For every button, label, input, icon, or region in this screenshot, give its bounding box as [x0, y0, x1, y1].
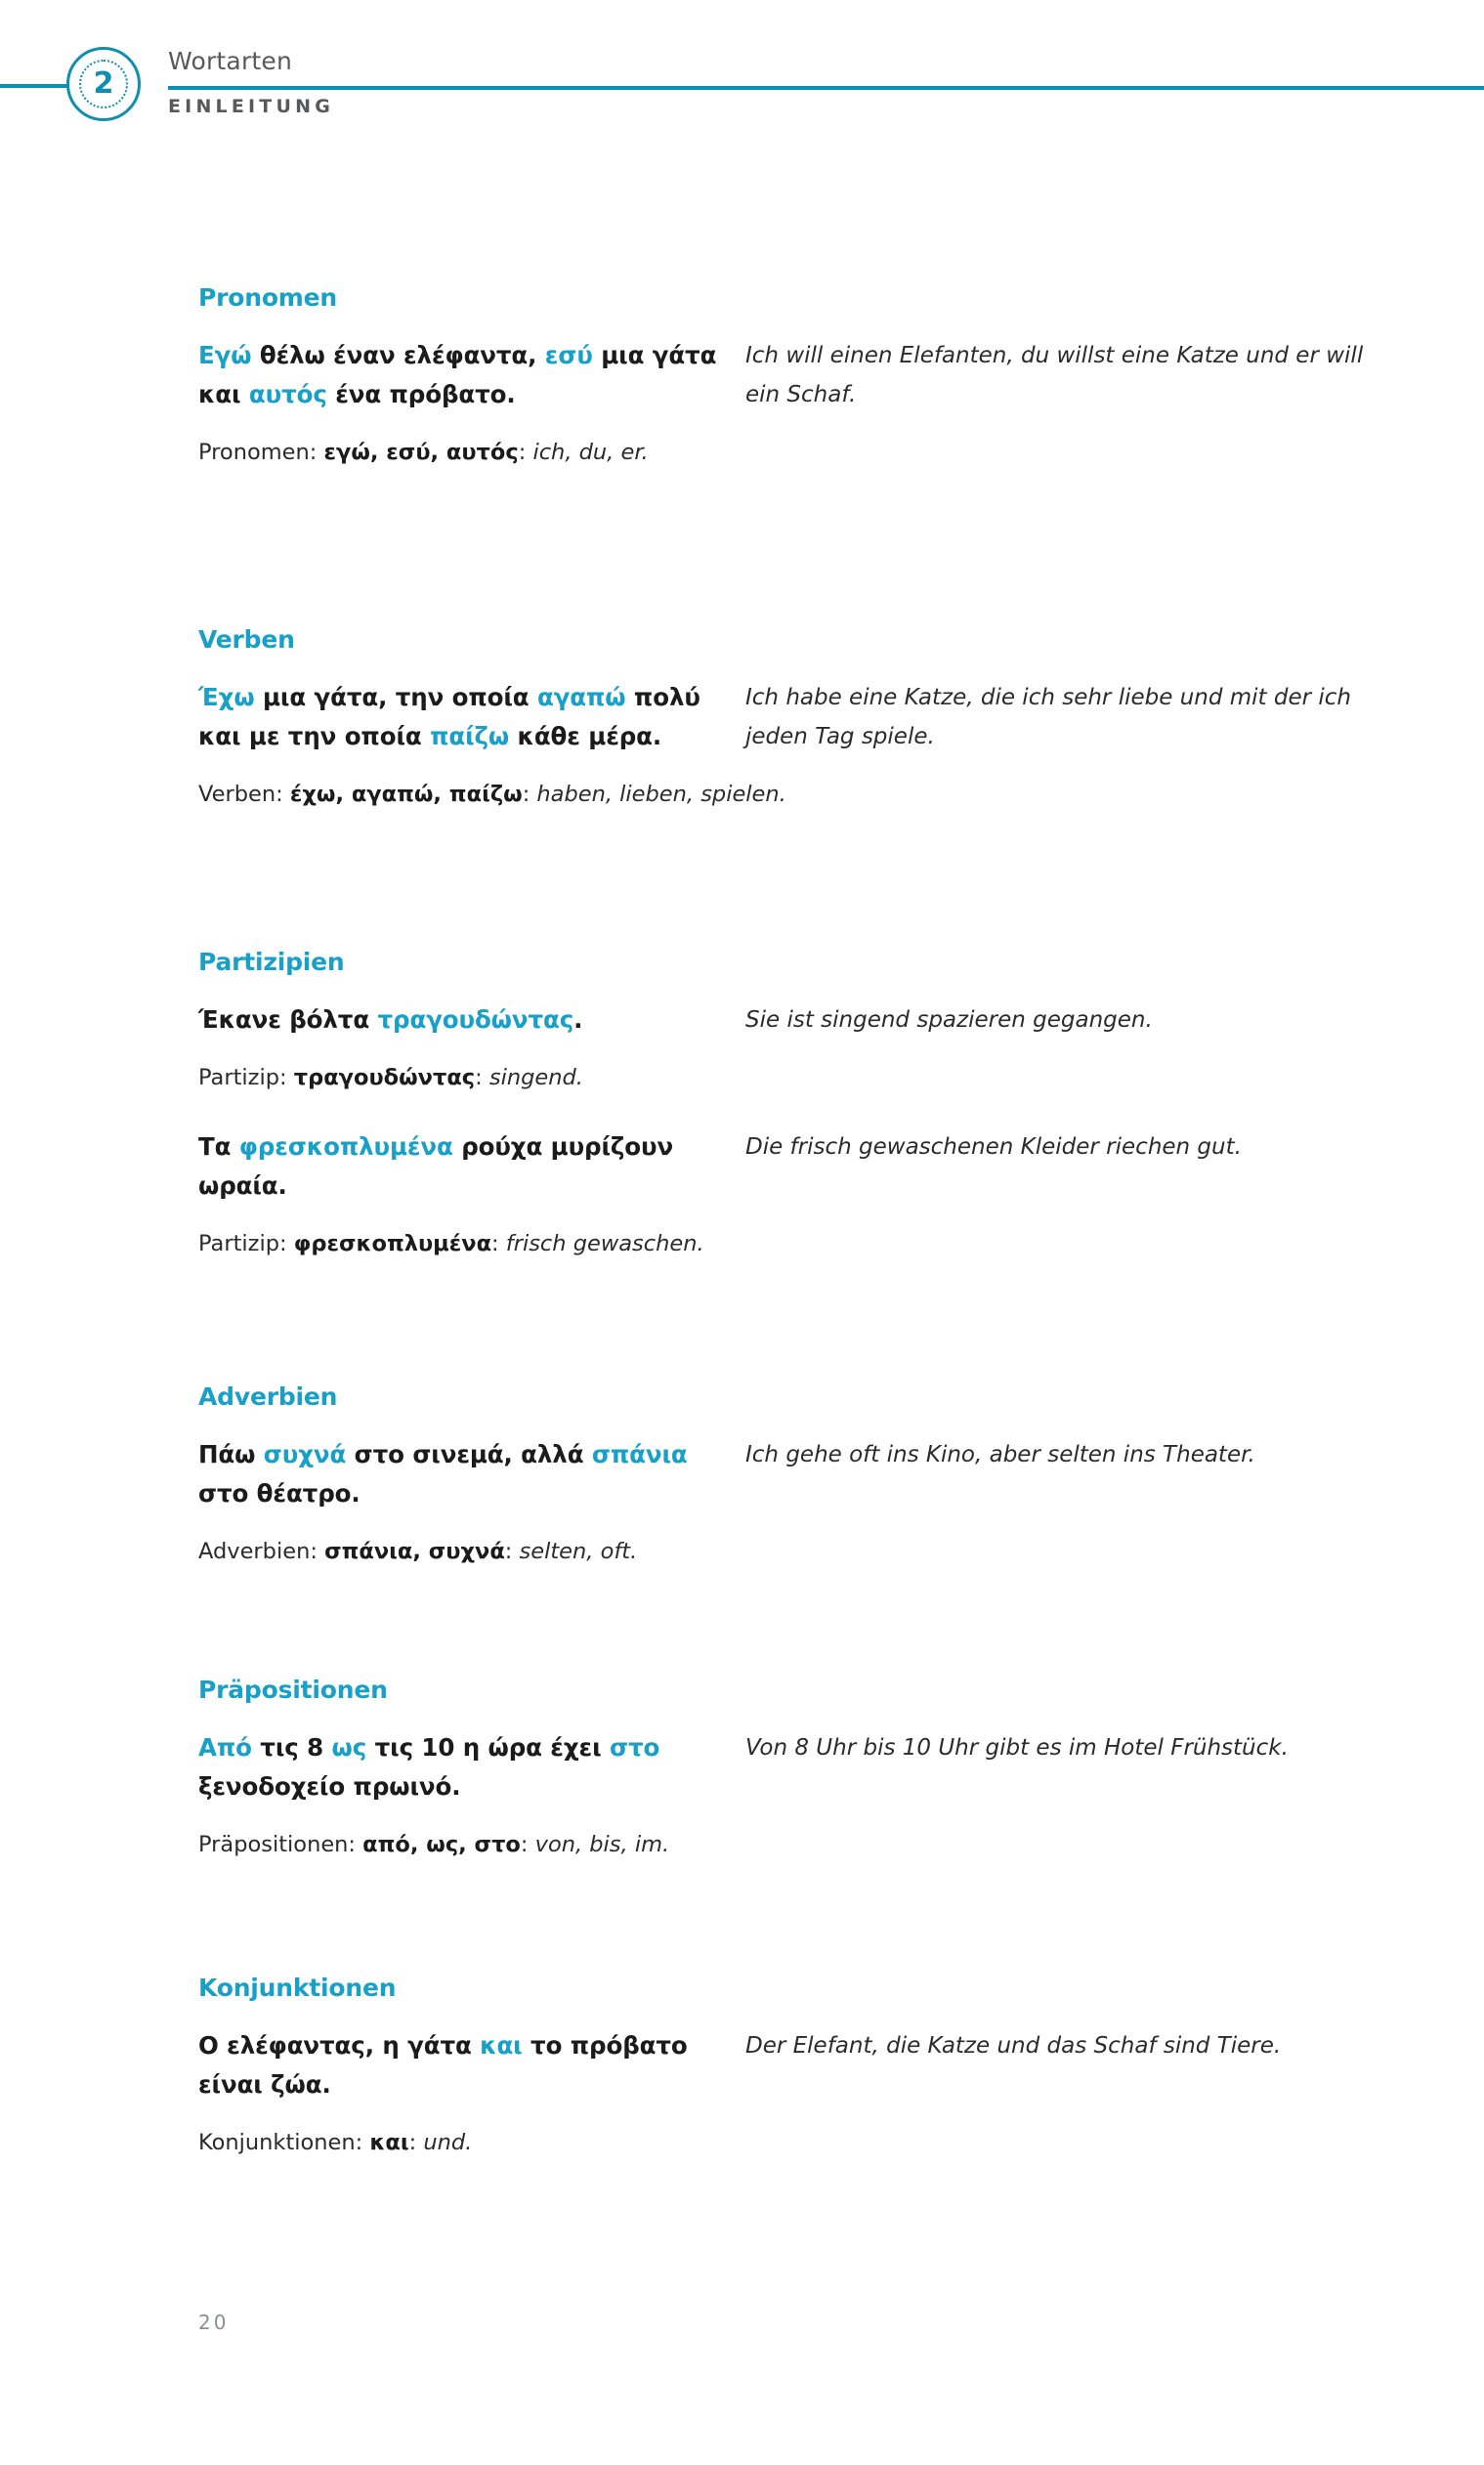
greek-text-run: Έκανε βόλτα	[198, 1005, 378, 1034]
section-title-verben: Verben	[198, 625, 295, 654]
greek-text-run: θέλω έναν ελέφαντα,	[251, 341, 545, 369]
grammar-note	[198, 436, 1400, 469]
highlighted-word: εσύ	[544, 341, 593, 369]
example-greek-sentence	[198, 678, 726, 756]
note-run-normal: :	[520, 1832, 535, 1857]
highlighted-word: ως	[331, 1733, 367, 1762]
example-row	[198, 1728, 1400, 1806]
highlighted-word: τραγουδώντας	[377, 1005, 574, 1034]
highlighted-word: φρεσκοπλυμένα	[238, 1132, 453, 1161]
highlighted-word: στο	[609, 1733, 660, 1762]
chapter-rule-left	[0, 84, 76, 88]
section-pronomen	[198, 283, 1400, 469]
note-run-italic: und.	[423, 2130, 473, 2155]
greek-text-run: μια γάτα και	[198, 341, 717, 408]
note-run-italic: selten, oft.	[519, 1539, 638, 1564]
section-title-partizipien: Partizipien	[198, 948, 345, 976]
greek-text-run: ξενοδοχείο πρωινό.	[198, 1772, 461, 1801]
grammar-note	[198, 1227, 1400, 1260]
note-run-italic: ich, du, er.	[532, 440, 649, 465]
greek-text-run: ένα πρόβατο.	[326, 380, 516, 408]
example-german-translation: Ich will einen Elefanten, du willst eine Katze und er will ein Schaf.	[745, 343, 1364, 407]
example-greek-sentence	[198, 1000, 726, 1040]
note-run-bold: τραγουδώντας	[293, 1065, 476, 1090]
grammar-note	[198, 2126, 1400, 2159]
highlighted-word: Εγώ	[198, 341, 252, 369]
highlighted-word: παίζω	[430, 722, 510, 750]
note-run-normal: :	[408, 2130, 424, 2155]
greek-text-run: Πάω	[198, 1440, 264, 1468]
section-konjunktionen	[198, 1974, 1400, 2159]
highlighted-word: Έχω	[198, 683, 255, 711]
highlighted-word: σπάνια	[591, 1440, 688, 1468]
greek-text-run: στο θέατρο.	[198, 1479, 360, 1508]
example-greek-sentence	[198, 1435, 726, 1513]
greek-text-run: .	[573, 1005, 583, 1034]
example-row	[198, 1435, 1400, 1513]
chapter-number: 2	[93, 66, 114, 101]
section-title-konjunktionen: Konjunktionen	[198, 1974, 397, 2002]
note-run-bold: και	[369, 2130, 409, 2155]
highlighted-word: και	[480, 2031, 523, 2060]
greek-text-run: μια γάτα, την οποία	[254, 683, 537, 711]
example-row	[198, 1127, 1400, 1206]
greek-text-run: Ο ελέφαντας, η γάτα	[198, 2031, 481, 2060]
note-run-normal: Partizip:	[198, 1065, 294, 1090]
greek-text-run: το πρόβατο είναι ζώα.	[198, 2031, 688, 2099]
section-adverbien	[198, 1382, 1400, 1568]
greek-text-run: κάθε μέρα.	[509, 722, 662, 750]
page-subtitle: EINLEITUNG	[168, 96, 334, 117]
grammar-note	[198, 1828, 1400, 1861]
note-run-normal: :	[522, 782, 537, 807]
greek-text-run: τις 10 η ώρα έχει	[366, 1733, 610, 1762]
highlighted-word: αυτός	[248, 380, 327, 408]
note-run-bold: έχω, αγαπώ, παίζω	[289, 782, 523, 807]
greek-text-run: ρούχα μυρίζουν ωραία.	[198, 1132, 674, 1200]
greek-text-run: στο σινεμά, αλλά	[346, 1440, 592, 1468]
chapter-badge	[66, 47, 141, 121]
highlighted-word: συχνά	[263, 1440, 347, 1468]
note-run-normal: Konjunktionen:	[198, 2130, 370, 2155]
greek-text-run: πολύ και με την οποία	[198, 683, 700, 750]
highlighted-word: Από	[198, 1733, 252, 1762]
note-run-normal: Präpositionen:	[198, 1832, 363, 1857]
example-row	[198, 1000, 1400, 1040]
greek-text-run: Τα	[198, 1132, 239, 1161]
note-run-bold: από, ως, στο	[362, 1832, 521, 1857]
page-folio: 20	[198, 2311, 230, 2334]
note-run-italic: frisch gewaschen.	[505, 1231, 704, 1256]
grammar-note	[198, 778, 1400, 811]
note-run-italic: haben, lieben, spielen.	[536, 782, 786, 807]
page-title: Wortarten	[168, 47, 293, 75]
example-german-translation: Die frisch gewaschenen Kleider riechen gut.	[745, 1134, 1242, 1160]
grammar-note	[198, 1061, 1400, 1094]
note-run-bold: σπάνια, συχνά	[324, 1539, 505, 1564]
highlighted-word: αγαπώ	[536, 683, 626, 711]
example-greek-sentence	[198, 1728, 726, 1806]
example-german-translation: Ich gehe oft ins Kino, aber selten ins Theater.	[745, 1442, 1255, 1467]
example-german-translation: Von 8 Uhr bis 10 Uhr gibt es im Hotel Frühstück.	[745, 1735, 1289, 1761]
note-run-italic: singend.	[488, 1065, 583, 1090]
example-german-translation: Der Elefant, die Katze und das Schaf sind Tiere.	[745, 2033, 1282, 2059]
greek-text-run: τις 8	[251, 1733, 332, 1762]
example-greek-sentence	[198, 1127, 726, 1206]
note-run-normal: :	[504, 1539, 520, 1564]
example-row	[198, 678, 1400, 756]
section-title-praepositionen: Präpositionen	[198, 1676, 388, 1704]
section-title-pronomen: Pronomen	[198, 283, 338, 312]
example-greek-sentence	[198, 336, 726, 414]
section-partizipien	[198, 948, 1400, 1294]
section-title-adverbien: Adverbien	[198, 1382, 338, 1411]
example-german-translation: Ich habe eine Katze, die ich sehr liebe und mit der ich jeden Tag spiele.	[745, 685, 1352, 749]
note-run-normal: Partizip:	[198, 1231, 294, 1256]
example-row	[198, 336, 1400, 414]
example-greek-sentence	[198, 2026, 726, 2104]
note-run-normal: :	[491, 1231, 506, 1256]
note-run-italic: von, bis, im.	[534, 1832, 670, 1857]
note-run-normal: Pronomen:	[198, 440, 324, 465]
section-verben	[198, 625, 1400, 811]
note-run-normal: Adverbien:	[198, 1539, 325, 1564]
note-run-bold: φρεσκοπλυμένα	[293, 1231, 492, 1256]
section-praepositionen	[198, 1676, 1400, 1861]
header-rule	[168, 86, 1484, 90]
note-run-bold: εγώ, εσύ, αυτός	[323, 440, 519, 465]
page-header	[0, 0, 1484, 205]
grammar-note	[198, 1535, 1400, 1568]
note-run-normal: :	[518, 440, 533, 465]
note-run-normal: Verben:	[198, 782, 290, 807]
note-run-normal: :	[475, 1065, 489, 1090]
example-german-translation: Sie ist singend spazieren gegangen.	[745, 1007, 1153, 1033]
example-row	[198, 2026, 1400, 2104]
